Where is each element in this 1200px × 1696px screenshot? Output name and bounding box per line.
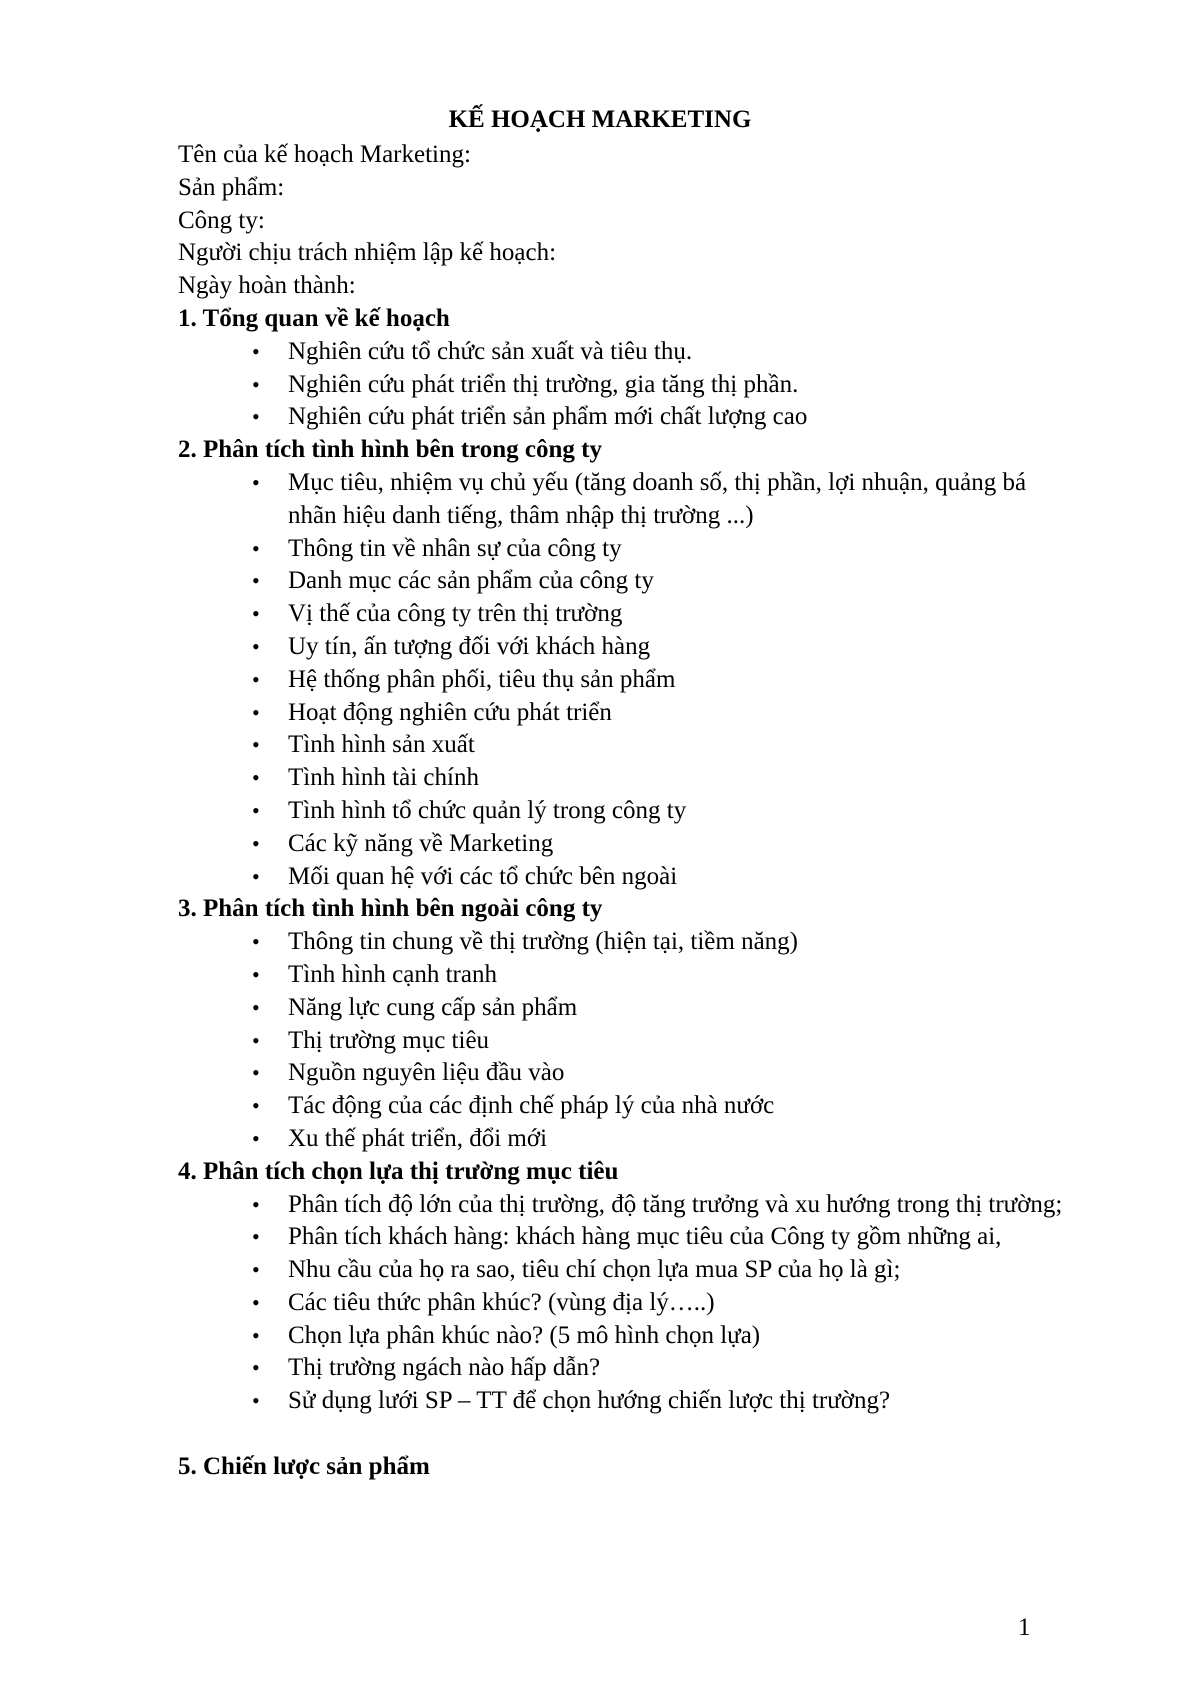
- list-item: • Nhu cầu của họ ra sao, tiêu chí chọn lựa mua SP của họ là gì;: [288, 1254, 1078, 1287]
- section-5-heading: 5. Chiến lược sản phẩm: [178, 1452, 430, 1480]
- bullet-icon: •: [252, 601, 260, 627]
- list-item: • Mục tiêu, nhiệm vụ chủ yếu (tăng doanh số, thị phần, lợi nhuận, quảng bá nhãn hiệu danh tiếng, thâm nhập thị trường ...): [252, 468, 1027, 529]
- meta-completion-date: Ngày hoàn thành:: [178, 272, 356, 300]
- list-item: • Mối quan hệ với các tổ chức bên ngoài: [288, 861, 1078, 894]
- document-title: KẾ HOẠCH MARKETING: [448, 106, 752, 133]
- list-item: • Tình hình tổ chức quản lý trong công ty: [288, 795, 1078, 828]
- list-item: • Phân tích độ lớn của thị trường, độ tăng trưởng và xu hướng trong thị trường;: [288, 1189, 1078, 1222]
- list-item: • Nghiên cứu phát triển sản phẩm mới chất lượng cao: [288, 401, 1078, 434]
- list-item: • Hoạt động nghiên cứu phát triển: [288, 697, 1078, 730]
- section-3-heading: 3. Phân tích tình hình bên ngoài công ty: [178, 895, 603, 923]
- section-3-list: [178, 926, 1078, 1156]
- bullet-icon: •: [252, 1224, 260, 1250]
- bullet-icon: •: [252, 1355, 260, 1381]
- section-2-heading: 2. Phân tích tình hình bên trong công ty: [178, 436, 602, 464]
- bullet-icon: •: [252, 732, 260, 758]
- list-item: • Nguồn nguyên liệu đầu vào: [288, 1057, 1078, 1090]
- meta-product: Sản phẩm:: [178, 173, 285, 201]
- bullet-icon: •: [252, 830, 260, 856]
- meta-responsible-person: Người chịu trách nhiệm lập kế hoạch:: [178, 239, 557, 267]
- bullet-icon: •: [252, 404, 260, 430]
- bullet-icon: •: [252, 568, 260, 594]
- bullet-icon: •: [252, 338, 260, 364]
- list-item: • Thị trường ngách nào hấp dẫn?: [288, 1352, 1078, 1385]
- section-1-heading: 1. Tổng quan về kế hoạch: [178, 304, 450, 332]
- bullet-icon: •: [252, 929, 260, 955]
- bullet-icon: •: [252, 699, 260, 725]
- bullet-icon: •: [252, 1093, 260, 1119]
- bullet-icon: •: [252, 1125, 260, 1151]
- bullet-icon: •: [252, 1322, 260, 1348]
- meta-plan-name: Tên của kế hoạch Marketing:: [178, 141, 471, 168]
- document-body: [178, 139, 1078, 1484]
- bullet-icon: •: [252, 994, 260, 1020]
- bullet-icon: •: [252, 1257, 260, 1283]
- list-item: • Tình hình sản xuất: [288, 729, 1078, 762]
- bullet-icon: •: [252, 1027, 260, 1053]
- list-item: • Vị thế của công ty trên thị trường: [288, 598, 1078, 631]
- list-item: • Xu thế phát triển, đổi mới: [288, 1123, 1078, 1156]
- list-item: • Nghiên cứu tổ chức sản xuất và tiêu thụ.: [288, 336, 1078, 369]
- bullet-icon: •: [252, 1060, 260, 1086]
- section-4-heading: 4. Phân tích chọn lựa thị trường mục tiêu: [178, 1157, 619, 1185]
- list-item: • Tình hình cạnh tranh: [288, 959, 1078, 992]
- section-2-list: [178, 467, 1078, 893]
- bullet-icon: •: [252, 469, 260, 495]
- blank-line: [178, 1418, 1078, 1451]
- meta-company: Công ty:: [178, 206, 265, 234]
- bullet-icon: •: [252, 1191, 260, 1217]
- list-item: • Thị trường mục tiêu: [288, 1025, 1078, 1058]
- list-item: • Nghiên cứu phát triển thị trường, gia tăng thị phần.: [288, 369, 1078, 402]
- bullet-icon: •: [252, 765, 260, 791]
- bullet-icon: •: [252, 535, 260, 561]
- section-1-list: [178, 336, 1078, 434]
- list-item: • Hệ thống phân phối, tiêu thụ sản phẩm: [288, 664, 1078, 697]
- list-item: • Thông tin chung về thị trường (hiện tại, tiềm năng): [288, 926, 1078, 959]
- list-item: • Năng lực cung cấp sản phẩm: [288, 992, 1078, 1025]
- list-item: • Chọn lựa phân khúc nào? (5 mô hình chọn lựa): [288, 1320, 1078, 1353]
- list-item: • Thông tin về nhân sự của công ty: [288, 533, 1078, 566]
- bullet-icon: •: [252, 797, 260, 823]
- section-4-list: [178, 1189, 1078, 1419]
- bullet-icon: •: [252, 961, 260, 987]
- list-item: • Sử dụng lưới SP – TT để chọn hướng chiến lược thị trường?: [288, 1385, 1078, 1418]
- bullet-icon: •: [252, 371, 260, 397]
- list-item: • Danh mục các sản phẩm của công ty: [288, 565, 1078, 598]
- bullet-icon: •: [252, 1388, 260, 1414]
- list-item: • Uy tín, ấn tượng đối với khách hàng: [288, 631, 1078, 664]
- list-item: • Tình hình tài chính: [288, 762, 1078, 795]
- bullet-icon: •: [252, 633, 260, 659]
- list-item: • Tác động của các định chế pháp lý của nhà nước: [288, 1090, 1078, 1123]
- list-item: • Phân tích khách hàng: khách hàng mục tiêu của Công ty gồm những ai,: [288, 1221, 1078, 1254]
- bullet-icon: •: [252, 1289, 260, 1315]
- list-item: • Các tiêu thức phân khúc? (vùng địa lý…..): [288, 1287, 1078, 1320]
- bullet-icon: •: [252, 863, 260, 889]
- list-item: • Các kỹ năng về Marketing: [288, 828, 1078, 861]
- page-number: 1: [1018, 1614, 1031, 1641]
- bullet-icon: •: [252, 666, 260, 692]
